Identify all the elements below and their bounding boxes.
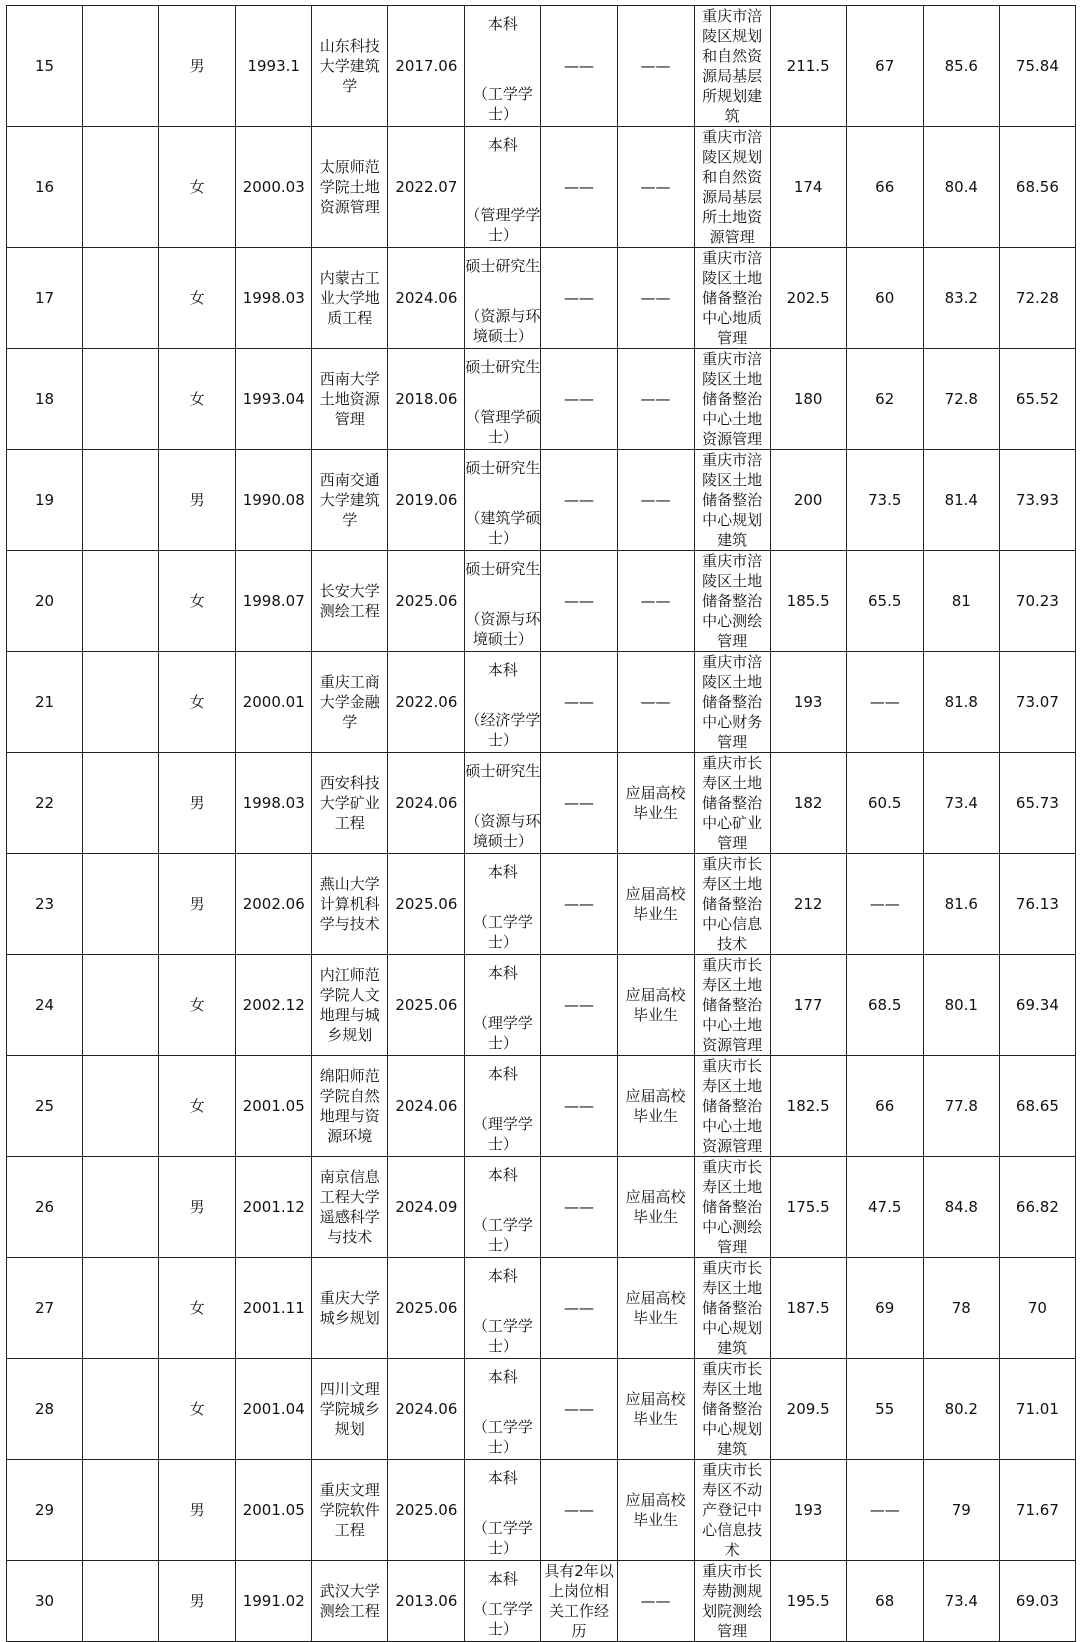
row-number-cell: 19 [7,450,83,551]
row-number-cell: 22 [7,753,83,854]
position-cell: 重庆市长寿区土地储备整治中心测绘管理 [694,1157,770,1258]
degree-type: （工学学士） [472,85,533,123]
position-cell: 重庆市长寿区土地储备整治中心信息技术 [694,854,770,955]
work-experience-cell: —— [541,955,617,1056]
education-level: 本科 [487,1570,518,1588]
written-score-cell: 187.5 [770,1258,846,1359]
graduation-date-cell: 2019.06 [388,450,465,551]
professional-score-cell: 68.5 [846,955,923,1056]
position-cell: 重庆市长寿区土地储备整治中心土地资源管理 [694,955,770,1056]
row-number-cell: 27 [7,1258,83,1359]
education-stack [465,1561,540,1641]
fresh-graduate-cell: 应届高校毕业生 [617,955,694,1056]
total-score-cell: 65.52 [999,349,1075,450]
school-major-cell: 山东科技大学建筑学 [312,6,388,127]
education-cell [465,1056,541,1157]
position-cell: 重庆市涪陵区土地储备整治中心规划建筑 [694,450,770,551]
birth-date-cell: 2001.11 [236,1258,312,1359]
birth-date-cell: 1998.03 [236,753,312,854]
professional-score-cell: —— [846,854,923,955]
work-experience-cell: —— [541,1359,617,1460]
position-cell: 重庆市涪陵区土地储备整治中心测绘管理 [694,551,770,652]
interview-score-cell: 83.2 [923,248,999,349]
position-cell: 重庆市长寿区土地储备整治中心规划建筑 [694,1359,770,1460]
written-score-cell: 211.5 [770,6,846,127]
total-score-cell: 70 [999,1258,1075,1359]
name-cell [83,955,159,1056]
birth-date-cell: 2001.12 [236,1157,312,1258]
graduation-date-cell: 2025.06 [388,551,465,652]
interview-score-cell: 84.8 [923,1157,999,1258]
fresh-graduate-cell: —— [617,1561,694,1642]
gender-cell: 男 [159,1157,236,1258]
total-score-cell: 69.03 [999,1561,1075,1642]
education-level: 本科 [487,1065,518,1083]
graduation-date-cell: 2017.06 [388,6,465,127]
degree-type: （资源与环境硕士） [465,610,541,648]
fresh-graduate-cell: 应届高校毕业生 [617,1359,694,1460]
position-cell: 重庆市长寿勘测规划院测绘管理 [694,1561,770,1642]
school-major-cell: 重庆大学城乡规划 [312,1258,388,1359]
interview-score-cell: 73.4 [923,1561,999,1642]
education-stack [465,1258,540,1358]
interview-score-cell: 81 [923,551,999,652]
education-cell [465,1460,541,1561]
written-score-cell: 182.5 [770,1056,846,1157]
school-major-cell: 燕山大学计算机科学与技术 [312,854,388,955]
education-stack [465,1359,540,1459]
name-cell [83,1258,159,1359]
table-row [7,127,1076,248]
position-cell: 重庆市长寿区土地储备整治中心规划建筑 [694,1258,770,1359]
gender-cell: 男 [159,1561,236,1642]
position-cell: 重庆市涪陵区土地储备整治中心地质管理 [694,248,770,349]
school-major-cell: 西安科技大学矿业工程 [312,753,388,854]
degree-type: （建筑学硕士） [465,509,541,547]
education-cell [465,955,541,1056]
education-cell [465,753,541,854]
fresh-graduate-cell: —— [617,6,694,127]
work-experience-cell: —— [541,349,617,450]
education-stack [465,349,540,449]
education-cell [465,1359,541,1460]
education-cell [465,652,541,753]
gender-cell: 女 [159,1359,236,1460]
work-experience-cell: —— [541,6,617,127]
birth-date-cell: 1993.04 [236,349,312,450]
work-experience-cell: 具有2年以上岗位相关工作经历 [541,1561,617,1642]
education-stack [465,753,540,853]
education-cell [465,1258,541,1359]
education-cell [465,450,541,551]
table-row [7,1056,1076,1157]
interview-score-cell: 85.6 [923,6,999,127]
graduation-date-cell: 2022.07 [388,127,465,248]
row-number-cell: 20 [7,551,83,652]
graduation-date-cell: 2025.06 [388,854,465,955]
fresh-graduate-cell: 应届高校毕业生 [617,753,694,854]
interview-score-cell: 79 [923,1460,999,1561]
birth-date-cell: 2002.12 [236,955,312,1056]
degree-type: （工学学士） [472,1600,533,1638]
position-cell: 重庆市长寿区土地储备整治中心土地资源管理 [694,1056,770,1157]
name-cell [83,6,159,127]
interview-score-cell: 81.6 [923,854,999,955]
graduation-date-cell: 2025.06 [388,1258,465,1359]
total-score-cell: 66.82 [999,1157,1075,1258]
work-experience-cell: —— [541,450,617,551]
table-row [7,248,1076,349]
written-score-cell: 174 [770,127,846,248]
row-number-cell: 21 [7,652,83,753]
written-score-cell: 175.5 [770,1157,846,1258]
position-cell: 重庆市涪陵区土地储备整治中心财务管理 [694,652,770,753]
total-score-cell: 75.84 [999,6,1075,127]
school-major-cell: 武汉大学测绘工程 [312,1561,388,1642]
education-stack [465,450,540,550]
fresh-graduate-cell: —— [617,248,694,349]
total-score-cell: 72.28 [999,248,1075,349]
table-row [7,652,1076,753]
education-cell [465,127,541,248]
written-score-cell: 180 [770,349,846,450]
fresh-graduate-cell: —— [617,551,694,652]
written-score-cell: 195.5 [770,1561,846,1642]
work-experience-cell: —— [541,1460,617,1561]
education-level: 本科 [487,136,518,154]
written-score-cell: 185.5 [770,551,846,652]
written-score-cell: 212 [770,854,846,955]
education-level: 本科 [487,1166,518,1184]
professional-score-cell: 66 [846,1056,923,1157]
gender-cell: 女 [159,551,236,652]
education-stack [465,551,540,651]
education-level: 本科 [487,1368,518,1386]
degree-type: （工学学士） [472,1216,533,1254]
name-cell [83,1359,159,1460]
graduation-date-cell: 2024.06 [388,1359,465,1460]
total-score-cell: 69.34 [999,955,1075,1056]
education-level: 本科 [487,863,518,881]
birth-date-cell: 1990.08 [236,450,312,551]
professional-score-cell: 60.5 [846,753,923,854]
fresh-graduate-cell: 应届高校毕业生 [617,854,694,955]
candidate-table [6,5,1076,1642]
row-number-cell: 15 [7,6,83,127]
education-level: 硕士研究生 [465,459,541,477]
birth-date-cell: 1991.02 [236,1561,312,1642]
gender-cell: 男 [159,854,236,955]
gender-cell: 女 [159,652,236,753]
gender-cell: 女 [159,955,236,1056]
birth-date-cell: 2001.04 [236,1359,312,1460]
birth-date-cell: 2001.05 [236,1460,312,1561]
written-score-cell: 209.5 [770,1359,846,1460]
total-score-cell: 70.23 [999,551,1075,652]
work-experience-cell: —— [541,652,617,753]
total-score-cell: 68.56 [999,127,1075,248]
birth-date-cell: 1998.03 [236,248,312,349]
total-score-cell: 73.93 [999,450,1075,551]
work-experience-cell: —— [541,854,617,955]
name-cell [83,1157,159,1258]
table-row [7,955,1076,1056]
interview-score-cell: 80.2 [923,1359,999,1460]
birth-date-cell: 1998.07 [236,551,312,652]
work-experience-cell: —— [541,551,617,652]
birth-date-cell: 2000.01 [236,652,312,753]
birth-date-cell: 2001.05 [236,1056,312,1157]
education-cell [465,551,541,652]
position-cell: 重庆市长寿区土地储备整治中心矿业管理 [694,753,770,854]
professional-score-cell: 55 [846,1359,923,1460]
row-number-cell: 29 [7,1460,83,1561]
graduation-date-cell: 2025.06 [388,1460,465,1561]
education-stack [465,1157,540,1257]
fresh-graduate-cell: —— [617,450,694,551]
name-cell [83,1561,159,1642]
education-level: 本科 [487,1469,518,1487]
gender-cell: 女 [159,349,236,450]
table-row [7,551,1076,652]
graduation-date-cell: 2022.06 [388,652,465,753]
professional-score-cell: 69 [846,1258,923,1359]
work-experience-cell: —— [541,127,617,248]
gender-cell: 女 [159,127,236,248]
education-level: 本科 [487,661,518,679]
total-score-cell: 68.65 [999,1056,1075,1157]
education-stack [465,127,540,247]
fresh-graduate-cell: —— [617,349,694,450]
graduation-date-cell: 2024.06 [388,753,465,854]
degree-type: （经济学学士） [465,711,541,749]
name-cell [83,349,159,450]
degree-type: （理学学士） [472,1014,533,1052]
professional-score-cell: 65.5 [846,551,923,652]
birth-date-cell: 2002.06 [236,854,312,955]
table-body [7,6,1076,1642]
education-cell [465,1561,541,1642]
total-score-cell: 65.73 [999,753,1075,854]
written-score-cell: 182 [770,753,846,854]
professional-score-cell: 60 [846,248,923,349]
education-level: 硕士研究生 [465,560,541,578]
work-experience-cell: —— [541,248,617,349]
row-number-cell: 23 [7,854,83,955]
row-number-cell: 17 [7,248,83,349]
table-row [7,450,1076,551]
written-score-cell: 193 [770,1460,846,1561]
interview-score-cell: 81.4 [923,450,999,551]
education-stack [465,6,540,126]
interview-score-cell: 77.8 [923,1056,999,1157]
birth-date-cell: 1993.1 [236,6,312,127]
row-number-cell: 25 [7,1056,83,1157]
professional-score-cell: 66 [846,127,923,248]
graduation-date-cell: 2013.06 [388,1561,465,1642]
education-level: 本科 [487,1267,518,1285]
degree-type: （理学学士） [472,1115,533,1153]
graduation-date-cell: 2024.06 [388,248,465,349]
table-row [7,1460,1076,1561]
interview-score-cell: 81.8 [923,652,999,753]
table-row [7,1359,1076,1460]
school-major-cell: 四川文理学院城乡规划 [312,1359,388,1460]
work-experience-cell: —— [541,1258,617,1359]
school-major-cell: 内江师范学院人文地理与城乡规划 [312,955,388,1056]
school-major-cell: 重庆工商大学金融学 [312,652,388,753]
education-cell [465,1157,541,1258]
school-major-cell: 太原师范学院土地资源管理 [312,127,388,248]
education-cell [465,854,541,955]
written-score-cell: 193 [770,652,846,753]
school-major-cell: 绵阳师范学院自然地理与资源环境 [312,1056,388,1157]
work-experience-cell: —— [541,753,617,854]
interview-score-cell: 73.4 [923,753,999,854]
fresh-graduate-cell: 应届高校毕业生 [617,1157,694,1258]
graduation-date-cell: 2024.06 [388,1056,465,1157]
table-row [7,6,1076,127]
degree-type: （资源与环境硕士） [465,307,541,345]
interview-score-cell: 72.8 [923,349,999,450]
work-experience-cell: —— [541,1157,617,1258]
position-cell: 重庆市长寿区不动产登记中心信息技术 [694,1460,770,1561]
fresh-graduate-cell: 应届高校毕业生 [617,1258,694,1359]
gender-cell: 男 [159,450,236,551]
education-stack [465,955,540,1055]
school-major-cell: 西南交通大学建筑学 [312,450,388,551]
name-cell [83,854,159,955]
education-stack [465,652,540,752]
degree-type: （管理学硕士） [465,408,541,446]
row-number-cell: 28 [7,1359,83,1460]
name-cell [83,127,159,248]
row-number-cell: 16 [7,127,83,248]
fresh-graduate-cell: 应届高校毕业生 [617,1460,694,1561]
name-cell [83,753,159,854]
professional-score-cell: 47.5 [846,1157,923,1258]
position-cell: 重庆市涪陵区土地储备整治中心土地资源管理 [694,349,770,450]
professional-score-cell: 68 [846,1561,923,1642]
graduation-date-cell: 2024.09 [388,1157,465,1258]
name-cell [83,551,159,652]
written-score-cell: 200 [770,450,846,551]
work-experience-cell: —— [541,1056,617,1157]
written-score-cell: 177 [770,955,846,1056]
row-number-cell: 26 [7,1157,83,1258]
graduation-date-cell: 2018.06 [388,349,465,450]
professional-score-cell: —— [846,1460,923,1561]
row-number-cell: 18 [7,349,83,450]
school-major-cell: 内蒙古工业大学地质工程 [312,248,388,349]
position-cell: 重庆市涪陵区规划和自然资源局基层所土地资源管理 [694,127,770,248]
gender-cell: 女 [159,1258,236,1359]
table-row [7,753,1076,854]
total-score-cell: 73.07 [999,652,1075,753]
interview-score-cell: 80.4 [923,127,999,248]
graduation-date-cell: 2025.06 [388,955,465,1056]
degree-type: （管理学学士） [465,206,541,244]
education-level: 本科 [487,964,518,982]
table-row [7,349,1076,450]
education-stack [465,248,540,348]
school-major-cell: 重庆文理学院软件工程 [312,1460,388,1561]
position-cell: 重庆市涪陵区规划和自然资源局基层所规划建筑 [694,6,770,127]
gender-cell: 男 [159,753,236,854]
name-cell [83,1056,159,1157]
professional-score-cell: —— [846,652,923,753]
table-row [7,1258,1076,1359]
degree-type: （工学学士） [472,1418,533,1456]
name-cell [83,1460,159,1561]
total-score-cell: 76.13 [999,854,1075,955]
total-score-cell: 71.67 [999,1460,1075,1561]
table-row [7,1157,1076,1258]
written-score-cell: 202.5 [770,248,846,349]
school-major-cell: 西南大学土地资源管理 [312,349,388,450]
school-major-cell: 长安大学测绘工程 [312,551,388,652]
education-stack [465,1460,540,1560]
professional-score-cell: 73.5 [846,450,923,551]
gender-cell: 女 [159,248,236,349]
birth-date-cell: 2000.03 [236,127,312,248]
degree-type: （工学学士） [472,1317,533,1355]
gender-cell: 男 [159,1460,236,1561]
name-cell [83,652,159,753]
degree-type: （工学学士） [472,1519,533,1557]
professional-score-cell: 67 [846,6,923,127]
education-level: 硕士研究生 [465,257,541,275]
total-score-cell: 71.01 [999,1359,1075,1460]
table-row [7,1561,1076,1642]
fresh-graduate-cell: 应届高校毕业生 [617,1056,694,1157]
interview-score-cell: 78 [923,1258,999,1359]
education-level: 本科 [487,15,518,33]
gender-cell: 女 [159,1056,236,1157]
table-row [7,854,1076,955]
name-cell [83,450,159,551]
education-cell [465,6,541,127]
education-stack [465,1056,540,1156]
name-cell [83,248,159,349]
education-level: 硕士研究生 [465,762,541,780]
degree-type: （工学学士） [472,913,533,951]
row-number-cell: 24 [7,955,83,1056]
degree-type: （资源与环境硕士） [465,812,541,850]
gender-cell: 男 [159,6,236,127]
education-cell [465,248,541,349]
professional-score-cell: 62 [846,349,923,450]
education-level: 硕士研究生 [465,358,541,376]
fresh-graduate-cell: —— [617,127,694,248]
school-major-cell: 南京信息工程大学遥感科学与技术 [312,1157,388,1258]
education-stack [465,854,540,954]
education-cell [465,349,541,450]
interview-score-cell: 80.1 [923,955,999,1056]
fresh-graduate-cell: —— [617,652,694,753]
row-number-cell: 30 [7,1561,83,1642]
